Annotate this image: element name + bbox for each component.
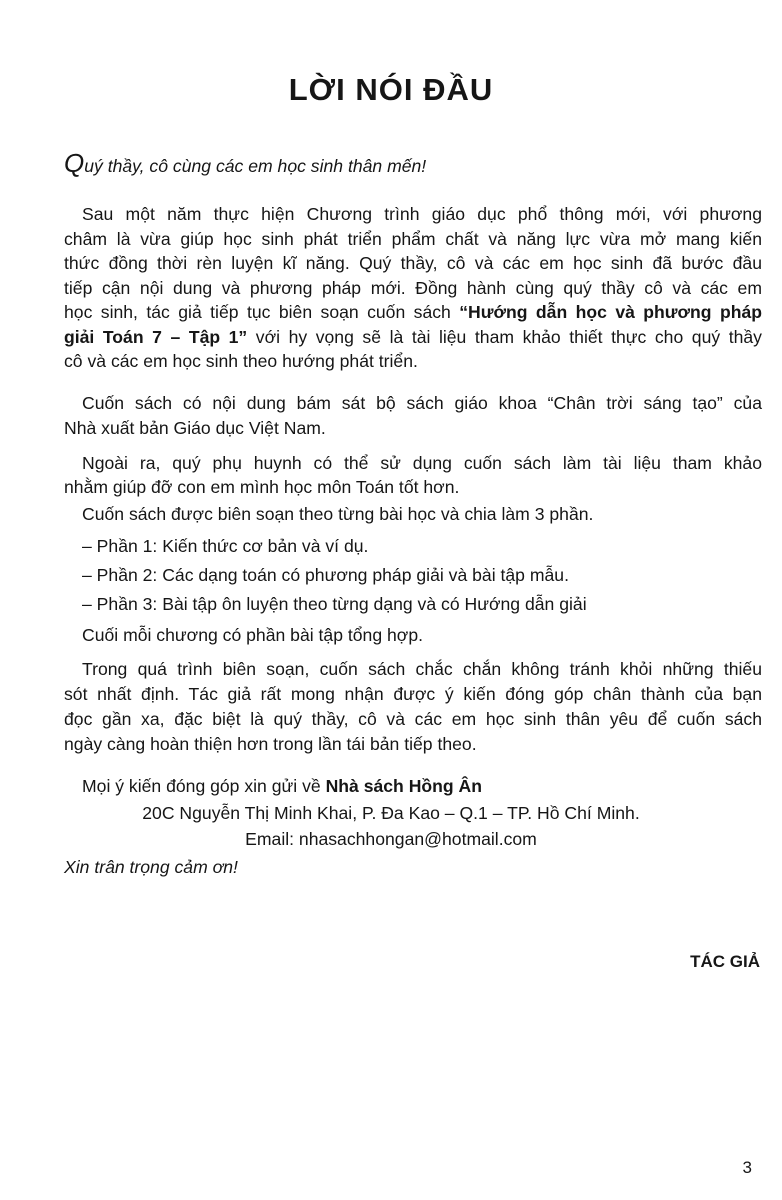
text-segment: học sinh, tác giả tiếp tục biên soạn cuốn sách	[64, 302, 460, 322]
text-segment: sót nhất định. Tác giả rất mong nhận được ý kiến đóng góp chân thành của bạn	[64, 684, 762, 704]
page-number: 3	[742, 1158, 752, 1177]
text-line	[82, 503, 762, 525]
text-segment: đọc gần xa, đặc biệt là quý thầy, cô và các em học sinh thân yêu để cuốn sách	[64, 709, 762, 729]
text-line	[64, 350, 762, 372]
salutation-text: uý thầy, cô cùng các em học sinh thân mến!	[84, 156, 427, 176]
salutation	[64, 148, 762, 178]
text-line	[64, 417, 762, 439]
text-segment: nhằm giúp đỡ con em mình học môn Toán tốt hơn.	[64, 477, 460, 497]
text-line	[82, 535, 762, 557]
bold-text: “Hướng dẫn học và phương pháp	[459, 302, 762, 322]
text-line	[82, 452, 762, 474]
text-line	[82, 624, 762, 646]
text-line	[64, 252, 762, 274]
text-line	[82, 658, 762, 680]
page-title: LỜI NÓI ĐẦU	[288, 72, 494, 107]
text-segment: Mọi ý kiến đóng góp xin gửi về	[82, 776, 326, 796]
signature: TÁC GIẢ	[690, 952, 760, 971]
text-segment: – Phần 1: Kiến thức cơ bản và ví dụ.	[82, 536, 369, 556]
text-line	[0, 802, 782, 824]
text-line	[64, 856, 762, 878]
text-line	[0, 828, 782, 850]
bold-text: giải Toán 7 – Tập 1”	[64, 327, 248, 347]
bold-text: Nhà sách Hồng Ân	[325, 776, 482, 796]
drop-initial: Q	[64, 148, 85, 178]
text-segment: Sau một năm thực hiện Chương trình giáo dục phổ thông mới, với phương	[82, 204, 762, 224]
text-line	[64, 476, 762, 498]
text-line	[64, 326, 762, 348]
text-segment: thức đồng thời rèn luyện kĩ năng. Quý thầy, cô và các em học sinh đã bước đầu	[64, 253, 762, 273]
text-line	[82, 564, 762, 586]
text-segment: Xin trân trọng cảm ơn!	[64, 857, 238, 877]
text-line	[64, 733, 762, 755]
text-line	[82, 775, 762, 797]
text-segment: với hy vọng sẽ là tài liệu tham khảo thiết thực cho quý thầy	[247, 327, 762, 347]
text-line	[82, 392, 762, 414]
text-line	[64, 277, 762, 299]
text-segment: Nhà xuất bản Giáo dục Việt Nam.	[64, 418, 326, 438]
text-segment: châm là vừa giúp học sinh phát triển phẩm chất và năng lực vừa mở mang kiến	[64, 229, 762, 249]
text-segment: Cuốn sách có nội dung bám sát bộ sách giáo khoa “Chân trời sáng tạo” của	[82, 393, 762, 413]
text-segment: Cuối mỗi chương có phần bài tập tổng hợp.	[82, 625, 423, 645]
text-segment: Trong quá trình biên soạn, cuốn sách chắc chắn không tránh khỏi những thiếu	[82, 659, 762, 679]
text-segment: Ngoài ra, quý phụ huynh có thể sử dụng cuốn sách làm tài liệu tham khảo	[82, 453, 762, 473]
text-segment: Cuốn sách được biên soạn theo từng bài học và chia làm 3 phần.	[82, 504, 594, 524]
text-segment: tiếp cận nội dung và phương pháp mới. Đồng hành cùng quý thầy cô và các em	[64, 278, 762, 298]
text-line	[64, 708, 762, 730]
text-segment: – Phần 3: Bài tập ôn luyện theo từng dạng và có Hướng dẫn giải	[82, 594, 587, 614]
text-segment: cô và các em học sinh theo hướng phát triển.	[64, 351, 418, 371]
text-line	[64, 228, 762, 250]
text-segment: 20C Nguyễn Thị Minh Khai, P. Đa Kao – Q.1 – TP. Hồ Chí Minh.	[142, 803, 640, 823]
text-segment: – Phần 2: Các dạng toán có phương pháp giải và bài tập mẫu.	[82, 565, 569, 585]
text-segment: ngày càng hoàn thiện hơn trong lần tái bản tiếp theo.	[64, 734, 477, 754]
text-line	[82, 593, 762, 615]
text-segment: Email: nhasachhongan@hotmail.com	[245, 829, 537, 849]
text-line	[64, 301, 762, 323]
text-line	[82, 203, 762, 225]
text-line	[64, 683, 762, 705]
